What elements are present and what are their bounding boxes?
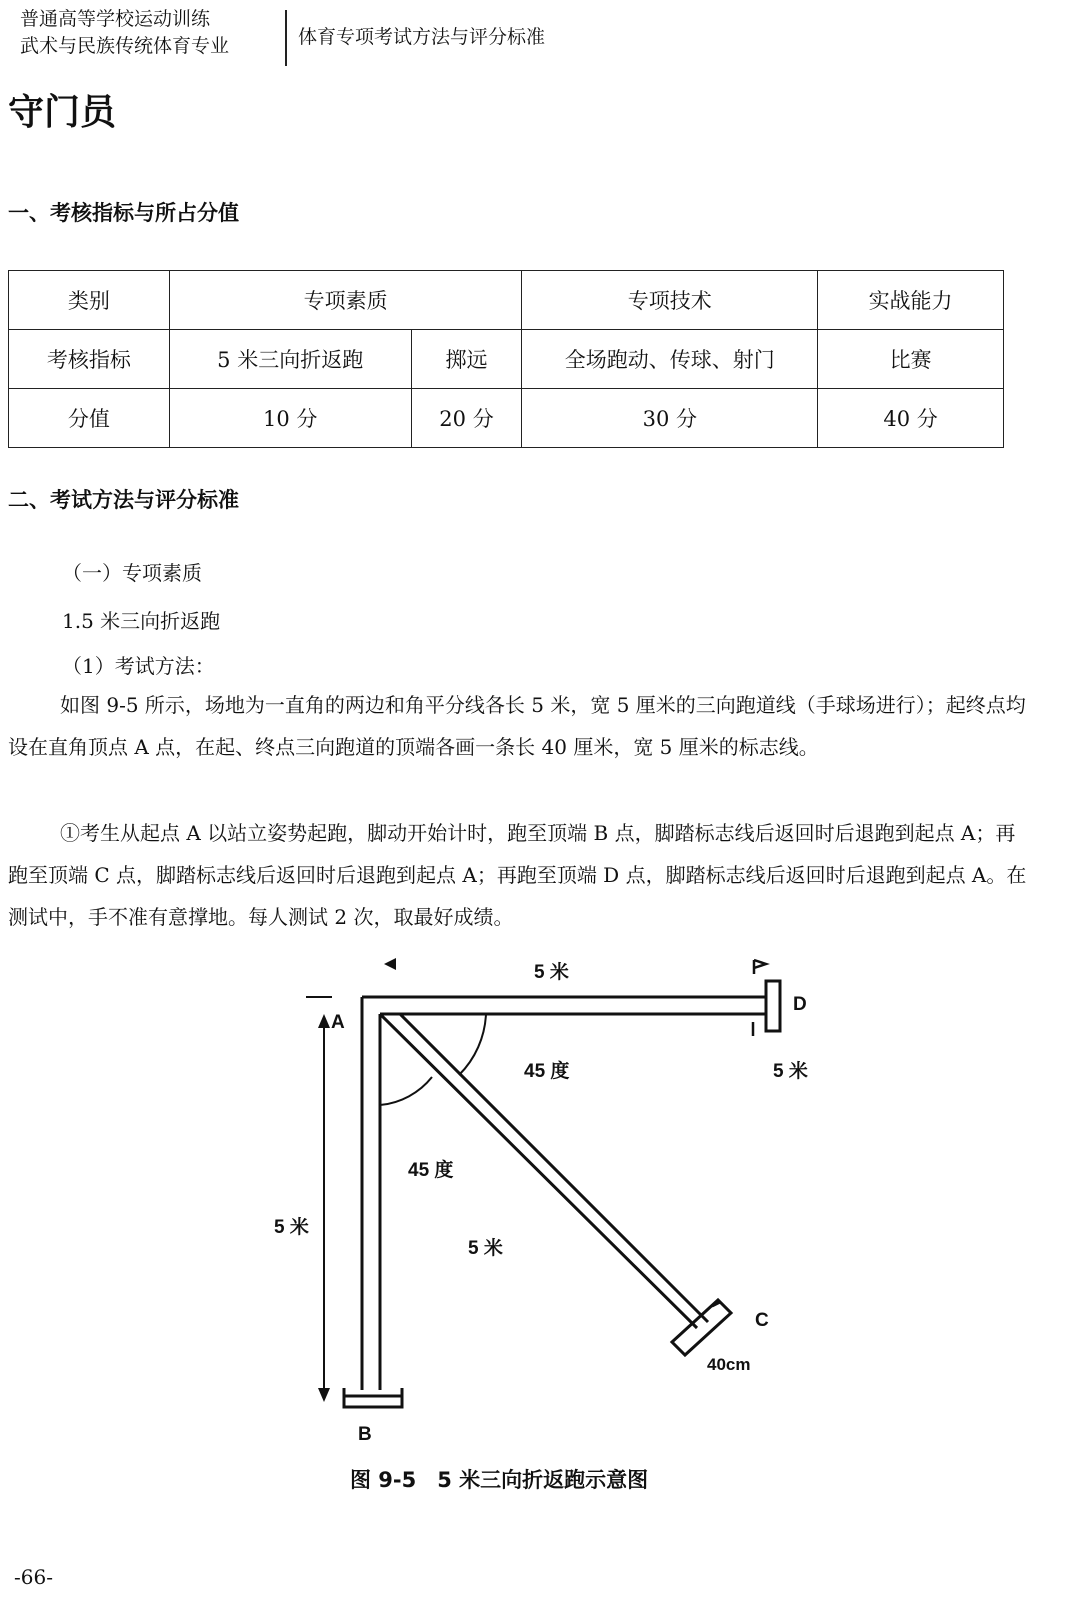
- item-subheading: （1）考试方法：: [62, 654, 215, 678]
- figure-9-5: [260, 950, 820, 1450]
- arrow-up-icon: [318, 1014, 330, 1028]
- label-b: B: [358, 1424, 372, 1445]
- table-cell: 30 分: [522, 389, 818, 448]
- score-table: [8, 270, 1004, 448]
- section2-heading: 二、考试方法与评分标准: [8, 488, 239, 512]
- label-45-upper: 45 度: [524, 1061, 570, 1082]
- angle-arc-lower: [380, 1077, 432, 1105]
- label-diag-5m: 5 米: [468, 1238, 503, 1259]
- figure-caption: 图 9-5 5 米三向折返跑示意图: [350, 1468, 649, 1492]
- table-cell: 20 分: [411, 389, 522, 448]
- label-c: C: [755, 1310, 769, 1331]
- table-cell: 比赛: [818, 330, 1004, 389]
- table-cell: 考核指标: [9, 330, 170, 389]
- label-45-lower: 45 度: [408, 1160, 454, 1181]
- table-cell: 分值: [9, 389, 170, 448]
- table-cell: 专项技术: [522, 271, 818, 330]
- flag-icon: [754, 960, 766, 974]
- header-left-line2: 武术与民族传统体育专业: [20, 35, 230, 57]
- section1-heading: 一、考核指标与所占分值: [8, 201, 239, 225]
- track-vertical: [362, 997, 380, 1390]
- angle-arc-upper: [459, 1014, 486, 1075]
- table-cell: 实战能力: [818, 271, 1004, 330]
- label-right-5m: 5 米: [773, 1061, 808, 1082]
- arrow-left-icon: [384, 958, 396, 970]
- table-cell: 40 分: [818, 389, 1004, 448]
- table-cell: 掷远: [411, 330, 522, 389]
- page-number: -66-: [14, 1565, 53, 1589]
- b-end-marker: [344, 1388, 402, 1407]
- label-top-5m: 5 米: [534, 962, 569, 983]
- track-horizontal: [362, 997, 765, 1014]
- table-row: [9, 330, 1004, 389]
- header-left-line1: 普通高等学校运动训练: [20, 8, 211, 30]
- header-right: 体育专项考试方法与评分标准: [298, 26, 546, 48]
- header-left: [20, 6, 278, 60]
- header-divider: [285, 10, 287, 66]
- document-title: 守门员: [8, 92, 117, 133]
- label-d: D: [793, 994, 807, 1015]
- d-end-marker: [766, 981, 780, 1031]
- subsection-heading: （一）专项素质: [62, 561, 202, 585]
- paragraph-1: [8, 684, 1030, 768]
- label-left-5m: 5 米: [274, 1217, 309, 1238]
- item-heading: 1.5 米三向折返跑: [62, 609, 221, 633]
- table-cell: 全场跑动、传球、射门: [522, 330, 818, 389]
- table-row: [9, 271, 1004, 330]
- table-row: [9, 389, 1004, 448]
- page-header: [20, 6, 1030, 62]
- table-cell: 类别: [9, 271, 170, 330]
- label-a: A: [331, 1012, 345, 1033]
- paragraph-1-text: 如图 9-5 所示，场地为一直角的两边和角平分线各长 5 米，宽 5 厘米的三向跑道线（手球场进行）；起终点均设在直角顶点 A 点，在起、终点三向跑道的顶端各画一条长 40 厘米，宽 5 厘米的标志线。: [8, 693, 1026, 759]
- paragraph-2-text: ①考生从起点 A 以站立姿势起跑，脚动开始计时，跑至顶端 B 点，脚踏标志线后返回时后退跑到起点 A；再跑至顶端 C 点，脚踏标志线后返回时后退跑到起点 A；再跑至顶端 D 点，脚踏标志线后返回时后退跑到起点 A。在测试中，手不准有意撑地。每人测试 2 次，取最好成绩。: [8, 821, 1027, 929]
- table-cell: 专项素质: [169, 271, 522, 330]
- table-cell: 10 分: [169, 389, 411, 448]
- c-end-marker: [672, 1300, 731, 1355]
- table-cell: 5 米三向折返跑: [169, 330, 411, 389]
- label-40cm: 40cm: [707, 1355, 751, 1374]
- arrow-down-icon: [318, 1388, 330, 1402]
- paragraph-2: [8, 812, 1030, 938]
